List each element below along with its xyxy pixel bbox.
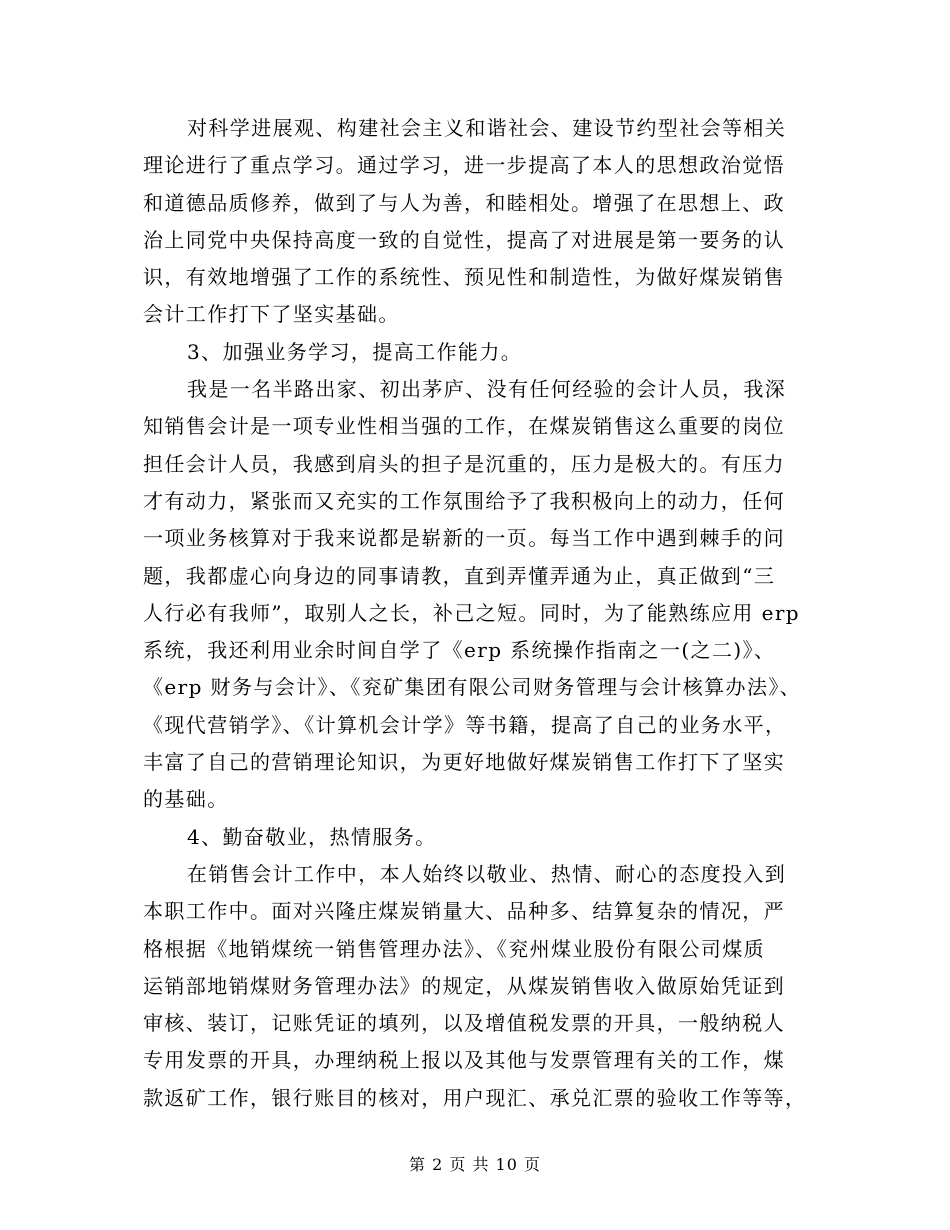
document-body	[143, 110, 823, 1117]
text-line: 《现代营销学》、《计算机会计学》等书籍，提高了自己的业务水平，	[143, 712, 787, 737]
text-line: 审核、装订，记账凭证的填列，以及增值税发票的开具，一般纳税人	[143, 1011, 785, 1036]
text-line: 知销售会计是一项专业性相当强的工作，在煤炭销售这么重要的岗位	[143, 414, 785, 439]
text-line: 我是一名半路出家、初出茅庐、没有任何经验的会计人员，我深	[187, 377, 787, 402]
text-line: 丰富了自己的营销理论知识，为更好地做好煤炭销售工作打下了坚实	[143, 750, 785, 775]
page-footer	[0, 1152, 950, 1175]
text-line: 本职工作中。面对兴隆庄煤炭销量大、品种多、结算复杂的情况，严	[143, 899, 785, 924]
text-line: 格根据《地销煤统一销售管理办法》、《兖州煤业股份有限公司煤质	[143, 936, 765, 961]
text-line: 识，有效地增强了工作的系统性、预见性和制造性，为做好煤炭销售	[143, 265, 785, 290]
text-line: 和道德品质修养，做到了与人为善，和睦相处。增强了在思想上、政	[143, 190, 785, 215]
text-line: 才有动力，紧张而又充实的工作氛围给予了我积极向上的动力，任何	[143, 488, 785, 513]
text-line: 《erp 财务与会计》、《兖矿集团有限公司财务管理与会计核算办法》、	[143, 675, 802, 700]
text-line: 运销部地销煤财务管理办法》的规定，从煤炭销售收入做原始凭证到	[143, 973, 785, 998]
text-line: 治上同党中央保持高度一致的自觉性，提高了对进展是第一要务的认	[143, 227, 785, 252]
text-line: 系统，我还利用业余时间自学了《erp 系统操作指南之一(之二)》、	[143, 638, 776, 663]
text-line: 在销售会计工作中，本人始终以敬业、热情、耐心的态度投入到	[187, 861, 787, 886]
page-number-label: 第 2 页 共 10 页	[409, 1155, 541, 1174]
text-line: 会计工作打下了坚实基础。	[143, 302, 400, 327]
text-line: 担任会计人员，我感到肩头的担子是沉重的，压力是极大的。有压力	[143, 451, 785, 476]
text-line: 人行必有我师”，取别人之长，补己之短。同时，为了能熟练应用 erp	[143, 600, 800, 625]
text-line: 的基础。	[143, 787, 229, 812]
text-line: 款返矿工作，银行账目的核对，用户现汇、承兑汇票的验收工作等等，	[143, 1085, 807, 1110]
text-line: 一项业务核算对于我来说都是崭新的一页。每当工作中遇到棘手的问	[143, 526, 785, 551]
text-line: 对科学进展观、构建社会主义和谐社会、建设节约型社会等相关	[187, 116, 787, 140]
text-line: 4、勤奋敬业，热情服务。	[187, 824, 437, 849]
text-line: 题，我都虚心向身边的同事请教，直到弄懂弄通为止，真正做到“三	[143, 563, 776, 588]
text-line: 3、加强业务学习，提高工作能力。	[187, 339, 523, 364]
text-line: 专用发票的开具，办理纳税上报以及其他与发票管理有关的工作，煤	[143, 1048, 785, 1073]
text-line: 理论进行了重点学习。通过学习，进一步提高了本人的思想政治觉悟	[143, 153, 785, 178]
